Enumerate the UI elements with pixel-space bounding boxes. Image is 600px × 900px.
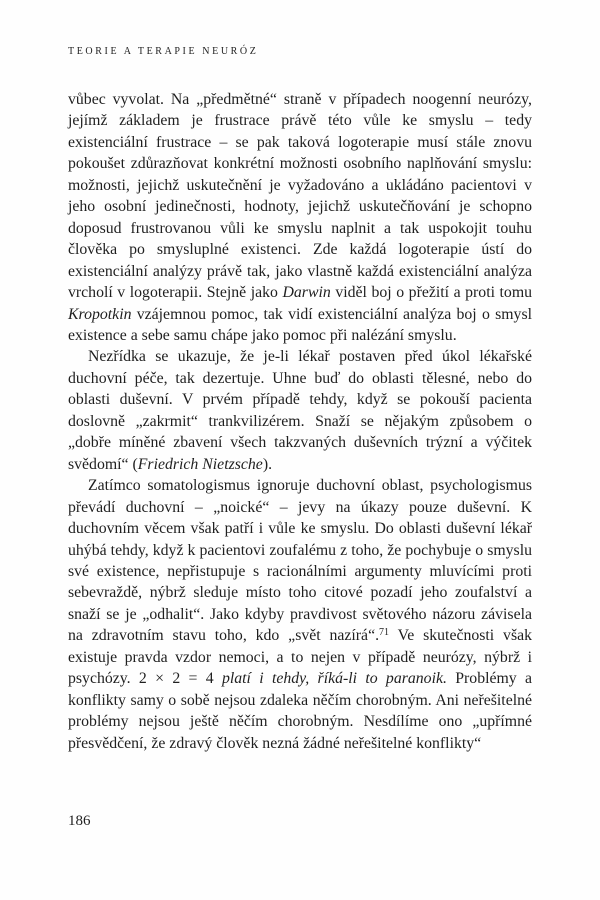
text-run: vůbec vyvolat. Na „předmětné“ straně v případech noogenní neurózy, jejímž základem je frustrace právě této vůle ke smyslu – tedy existenciální frustrace – se pak taková logoterapie musí stále znovu pokoušet zdůrazňovat konkrétní možnosti osobního naplňování smyslu: možnosti, jejichž uskutečnění je vyžadováno a ukládáno pacientovi v jeho osobní jedinečnosti, hodnoty, jejichž uskutečňování je schopno doposud frustrovanou vůli ke smyslu naplnit a tak uspokojit touhu člověka po smysluplné existenci. Zde každá logoterapie ústí do existenciální analýzy právě tak, jako vlastně každá existenciální analýza vrcholí v logoterapii. Stejně jako xyxy=(68,91,532,302)
italic-text-run: Friedrich Nietzsche xyxy=(137,455,263,473)
text-run: Problémy a konflikty samy o sobě nejsou zdaleka něčím chorobným. Ani neřešitelné problémy nejsou ještě něčím chorobným. Nesdílíme ono „upřímné přesvědčení, že zdravý člověk nezná žádné neřešitelné konflikty“ xyxy=(68,670,532,752)
italic-text-run: platí i tehdy, říká-li to paranoik. xyxy=(221,670,447,688)
text-run: Ve skutečnosti však existuje pravda vzdor nemoci, a to nejen v případě neurózy, nýbrž i psychózy. 2 × 2 = 4 xyxy=(68,627,532,688)
page-number: 186 xyxy=(68,813,91,829)
text-run: ). xyxy=(262,455,273,473)
paragraph xyxy=(68,475,532,754)
footnote-reference: 71 xyxy=(379,627,390,639)
text-run: Zatímco somatologismus ignoruje duchovní oblast, psychologismus převádí duchovní – „noické“ – jevy na úkazy pouze duševní. K duchovním věcem však patří i vůle ke smyslu. Do oblasti duševní lékař uhýbá tehdy, když k pacientovi zoufalému z toho, že pochybuje o smyslu své existence, nepřistupuje s racionálními argumenty mluvícími proti sebevraždě, nýbrž sleduje místo toho citové pozadí jeho zoufalství a snaží se je „odhalit“. Jako kdyby pravdivost světového názoru závisela na zdravotním stavu toho, kdo „svět nazírá“. xyxy=(68,477,532,645)
paragraph xyxy=(68,346,532,475)
text-run: viděl boj o přežití a proti tomu xyxy=(330,284,533,302)
text-run: Nezřídka se ukazuje, že je-li lékař postaven před úkol lékařské duchovní péče, tak dezertuje. Uhne buď do oblasti tělesné, nebo do oblasti duševní. V prvém případě tehdy, když se pokouší pacienta doslovně „zakrmit“ trankvilizérem. Snaží se nějakým způsobem o „dobře míněné zbavení všech takzvaných duševních trýzní a výčitek svědomí“ ( xyxy=(68,348,532,473)
italic-text-run: Kropotkin xyxy=(68,305,132,323)
paragraph xyxy=(68,89,532,346)
page-body xyxy=(68,89,532,754)
text-run: vzájemnou pomoc, tak vidí existenciální analýza boj o smysl existence a sebe samu chápe jako pomoc při nalézání smyslu. xyxy=(68,305,532,344)
italic-text-run: Darwin xyxy=(282,284,331,302)
running-header: TEORIE A TERAPIE NEURÓZ xyxy=(68,46,259,57)
